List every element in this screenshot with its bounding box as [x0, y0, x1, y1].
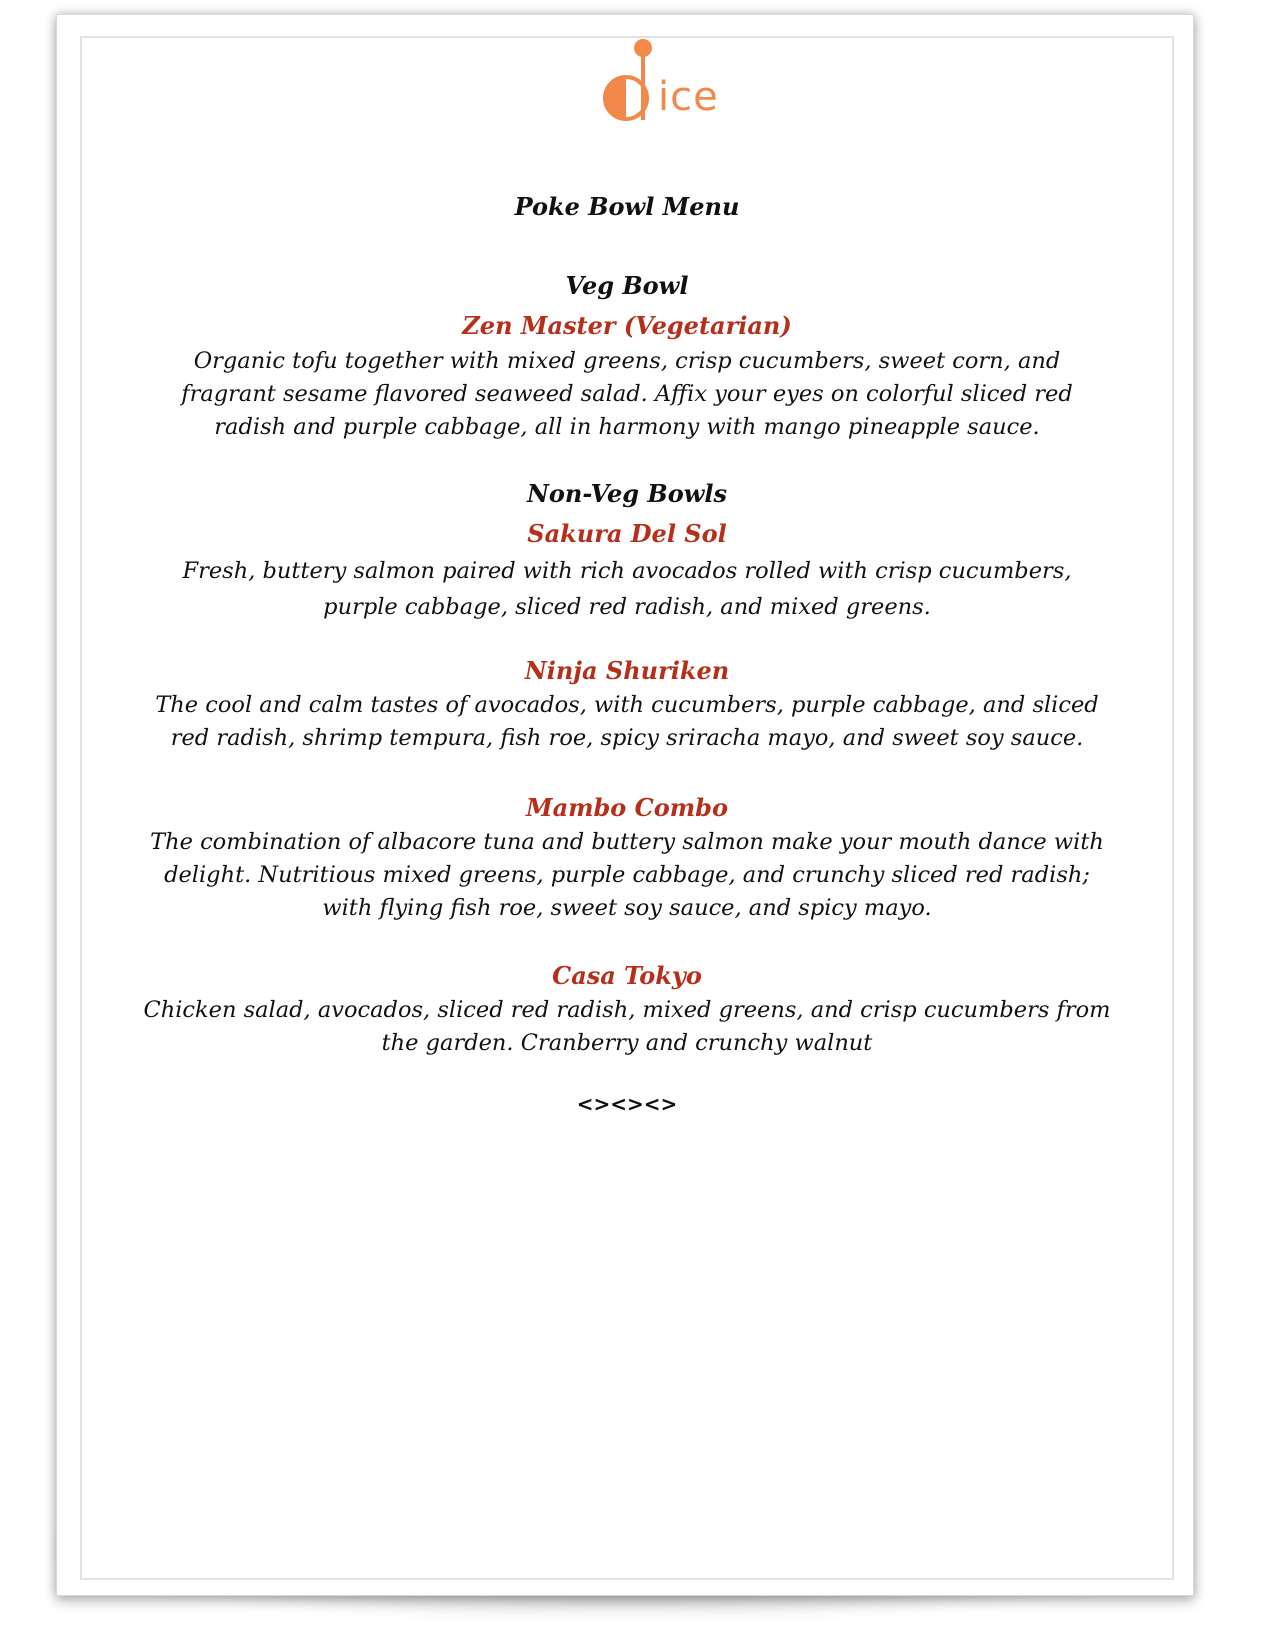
end-ornament: <><><>	[576, 1092, 678, 1116]
item-name-mambo-combo: Mambo Combo	[526, 793, 728, 822]
logo-text: ice	[658, 74, 719, 120]
item-description-mambo-combo: The combination of albacore tuna and buttery salmon make your mouth dance with delight. Nutritious mixed greens, purple cabbage, and crunchy sliced red radish; with flying fish roe, sweet soy sauce, and spicy mayo.	[150, 829, 1104, 921]
section-heading-veg: Veg Bowl	[565, 271, 689, 300]
section-heading-non-veg: Non-Veg Bowls	[526, 479, 727, 508]
item-description-sakura-del-sol: Fresh, buttery salmon paired with rich avocados rolled with crisp cucumbers, purple cabbage, sliced red radish, and mixed greens.	[182, 558, 1072, 620]
item-name-sakura-del-sol: Sakura Del Sol	[527, 519, 727, 548]
dice-logo	[596, 36, 726, 136]
item-name-zen-master: Zen Master (Vegetarian)	[462, 311, 792, 340]
item-name-ninja-shuriken: Ninja Shuriken	[524, 656, 730, 685]
menu-title: Poke Bowl Menu	[514, 192, 740, 221]
item-description-ninja-shuriken: The cool and calm tastes of avocados, with cucumbers, purple cabbage, and sliced red radish, shrimp tempura, fish roe, spicy sriracha mayo, and sweet soy sauce.	[155, 692, 1099, 751]
item-description-zen-master: Organic tofu together with mixed greens, crisp cucumbers, sweet corn, and fragrant sesame flavored seaweed salad. Affix your eyes on colorful sliced red radish and purple cabbage, all in harmony with mango pineapple sauce.	[181, 348, 1073, 440]
item-name-casa-tokyo: Casa Tokyo	[552, 961, 702, 990]
item-description-casa-tokyo: Chicken salad, avocados, sliced red radish, mixed greens, and crisp cucumbers from the garden. Cranberry and crunchy walnut	[143, 997, 1111, 1056]
